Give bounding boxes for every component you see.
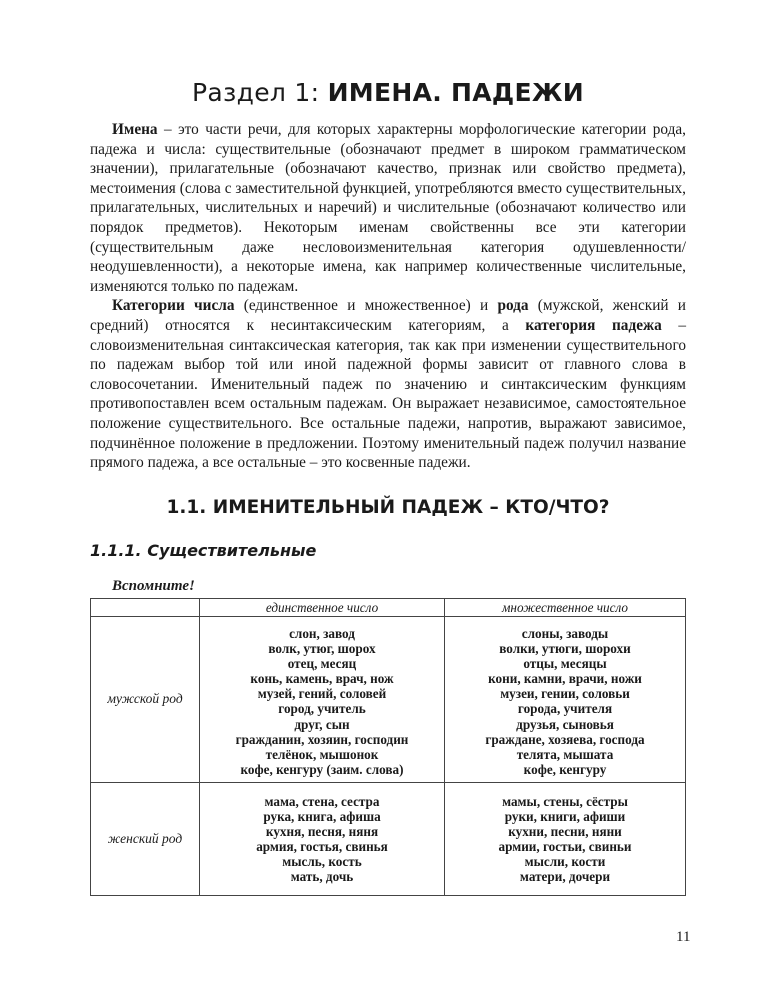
- word-forms: мысль, кость: [282, 854, 362, 870]
- noun-forms-table: [90, 598, 686, 896]
- word-forms: отцы, месяцы: [523, 656, 607, 672]
- gender-cell: мужской род: [91, 617, 200, 783]
- word-forms: музеи, гении, соловьи: [500, 686, 630, 702]
- word-forms: гражданин, хозяин, господин: [235, 731, 409, 747]
- paragraph-text: – это части речи, для которых характерны морфологические категории рода, падежа и числа: существительные (обозначают предмет в широком грамматическом значении), прилагательные (обозначают качество, признак или свойство предмета), местоимения (слова с заместительной функцией, употребляются вместо существительных, прилагательных, числительных и наречий) и числительные (обозначают количество или порядок предметов). Некоторым именам свойственны все эти категории (существительным даже несловоизменительная категория одушевленности/неодушевленности), а некоторые имена, как например количественные числительные, изменяются только по падежам.: [90, 121, 686, 295]
- table-header-singular: единственное число: [200, 599, 445, 617]
- word-forms: армия, гостья, свинья: [256, 839, 388, 855]
- term-number-category: Категории числа: [112, 297, 235, 315]
- table-header-plural: множественное число: [445, 599, 686, 617]
- term-case-category: категория падежа: [525, 316, 662, 334]
- section-title: [90, 78, 686, 107]
- word-forms: мамы, стены, сёстры: [502, 793, 628, 809]
- word-forms: музей, гений, соловей: [257, 686, 387, 702]
- word-forms: телёнок, мышонок: [265, 746, 379, 762]
- word-forms: мысли, кости: [524, 854, 606, 870]
- word-forms: друг, сын: [294, 716, 350, 732]
- plural-forms-cell: [445, 617, 686, 783]
- word-forms: армии, гостьи, свиньи: [498, 839, 632, 855]
- section-name: ИМЕНА. ПАДЕЖИ: [327, 78, 584, 107]
- word-forms: мать, дочь: [290, 869, 354, 885]
- remember-label: Вспомните!: [112, 578, 195, 594]
- word-forms: города, учителя: [517, 701, 613, 717]
- word-forms: волки, утюги, шорохи: [499, 641, 631, 657]
- table-header-row: [91, 599, 686, 617]
- word-forms: кони, камни, врачи, ножи: [488, 671, 642, 687]
- singular-forms-cell: [200, 782, 445, 895]
- term-names: Имена: [112, 121, 158, 138]
- word-forms: руки, книги, афиши: [504, 809, 626, 825]
- paragraph-names: [90, 120, 686, 296]
- paragraph-text: (единственное и множественное) и: [234, 297, 498, 315]
- word-forms: граждане, хозяева, господа: [485, 731, 645, 747]
- word-forms: кухня, песня, няня: [265, 824, 379, 840]
- word-forms: слон, завод: [289, 626, 355, 641]
- intro-text: [90, 120, 686, 473]
- paragraph-text: (мужской, женский и средний) относятся к несинтаксическим категориям, а: [90, 297, 686, 334]
- word-forms: мама, стена, сестра: [264, 793, 380, 809]
- word-forms: волк, утюг, шорох: [268, 641, 376, 657]
- table-header-empty: [91, 599, 200, 617]
- section-prefix: Раздел 1:: [192, 78, 328, 107]
- word-forms: матери, дочери: [519, 869, 611, 885]
- table-row-masculine: [91, 617, 686, 783]
- word-forms: конь, камень, врач, нож: [250, 671, 394, 687]
- table-row-feminine: [91, 782, 686, 895]
- word-forms: телята, мышата: [516, 746, 614, 762]
- subsection-heading: 1.1. ИМЕНИТЕЛЬНЫЙ ПАДЕЖ – КТО/ЧТО?: [166, 497, 610, 518]
- word-forms: друзья, сыновья: [516, 716, 614, 732]
- word-forms: кухни, песни, няни: [508, 824, 622, 840]
- word-forms: кофе, кенгуру (заим. слова): [240, 761, 404, 777]
- subsubsection-heading: 1.1.1. Существительные: [90, 541, 317, 560]
- word-forms: рука, книга, афиша: [263, 809, 381, 825]
- paragraph-text: – словоизменительная синтаксическая категория, так как при изменении существительного по падежам выбор той или иной падежной формы зависит от главного слова в словосочетании. Именительный падеж по значению и синтаксическим функциям противопоставлен всем остальным падежам. Он выражает независимое, самостоятельное положение существительного. Все остальные падежи, напротив, выражают зависимое, подчинённое положение в предложении. Поэтому именительный падеж получил название прямого падежа, а все остальные – это косвенные падежи.: [90, 316, 687, 472]
- gender-cell: женский род: [91, 782, 200, 895]
- plural-forms-cell: [445, 782, 686, 895]
- word-forms: отец, месяц: [287, 656, 357, 672]
- paragraph-categories: [90, 296, 686, 472]
- word-forms: кофе, кенгуру: [523, 761, 607, 777]
- word-forms: город, учитель: [278, 701, 366, 717]
- word-forms: слоны, заводы: [521, 626, 609, 641]
- singular-forms-cell: [200, 617, 445, 783]
- page-number: 11: [676, 929, 691, 945]
- term-gender: рода: [497, 297, 529, 315]
